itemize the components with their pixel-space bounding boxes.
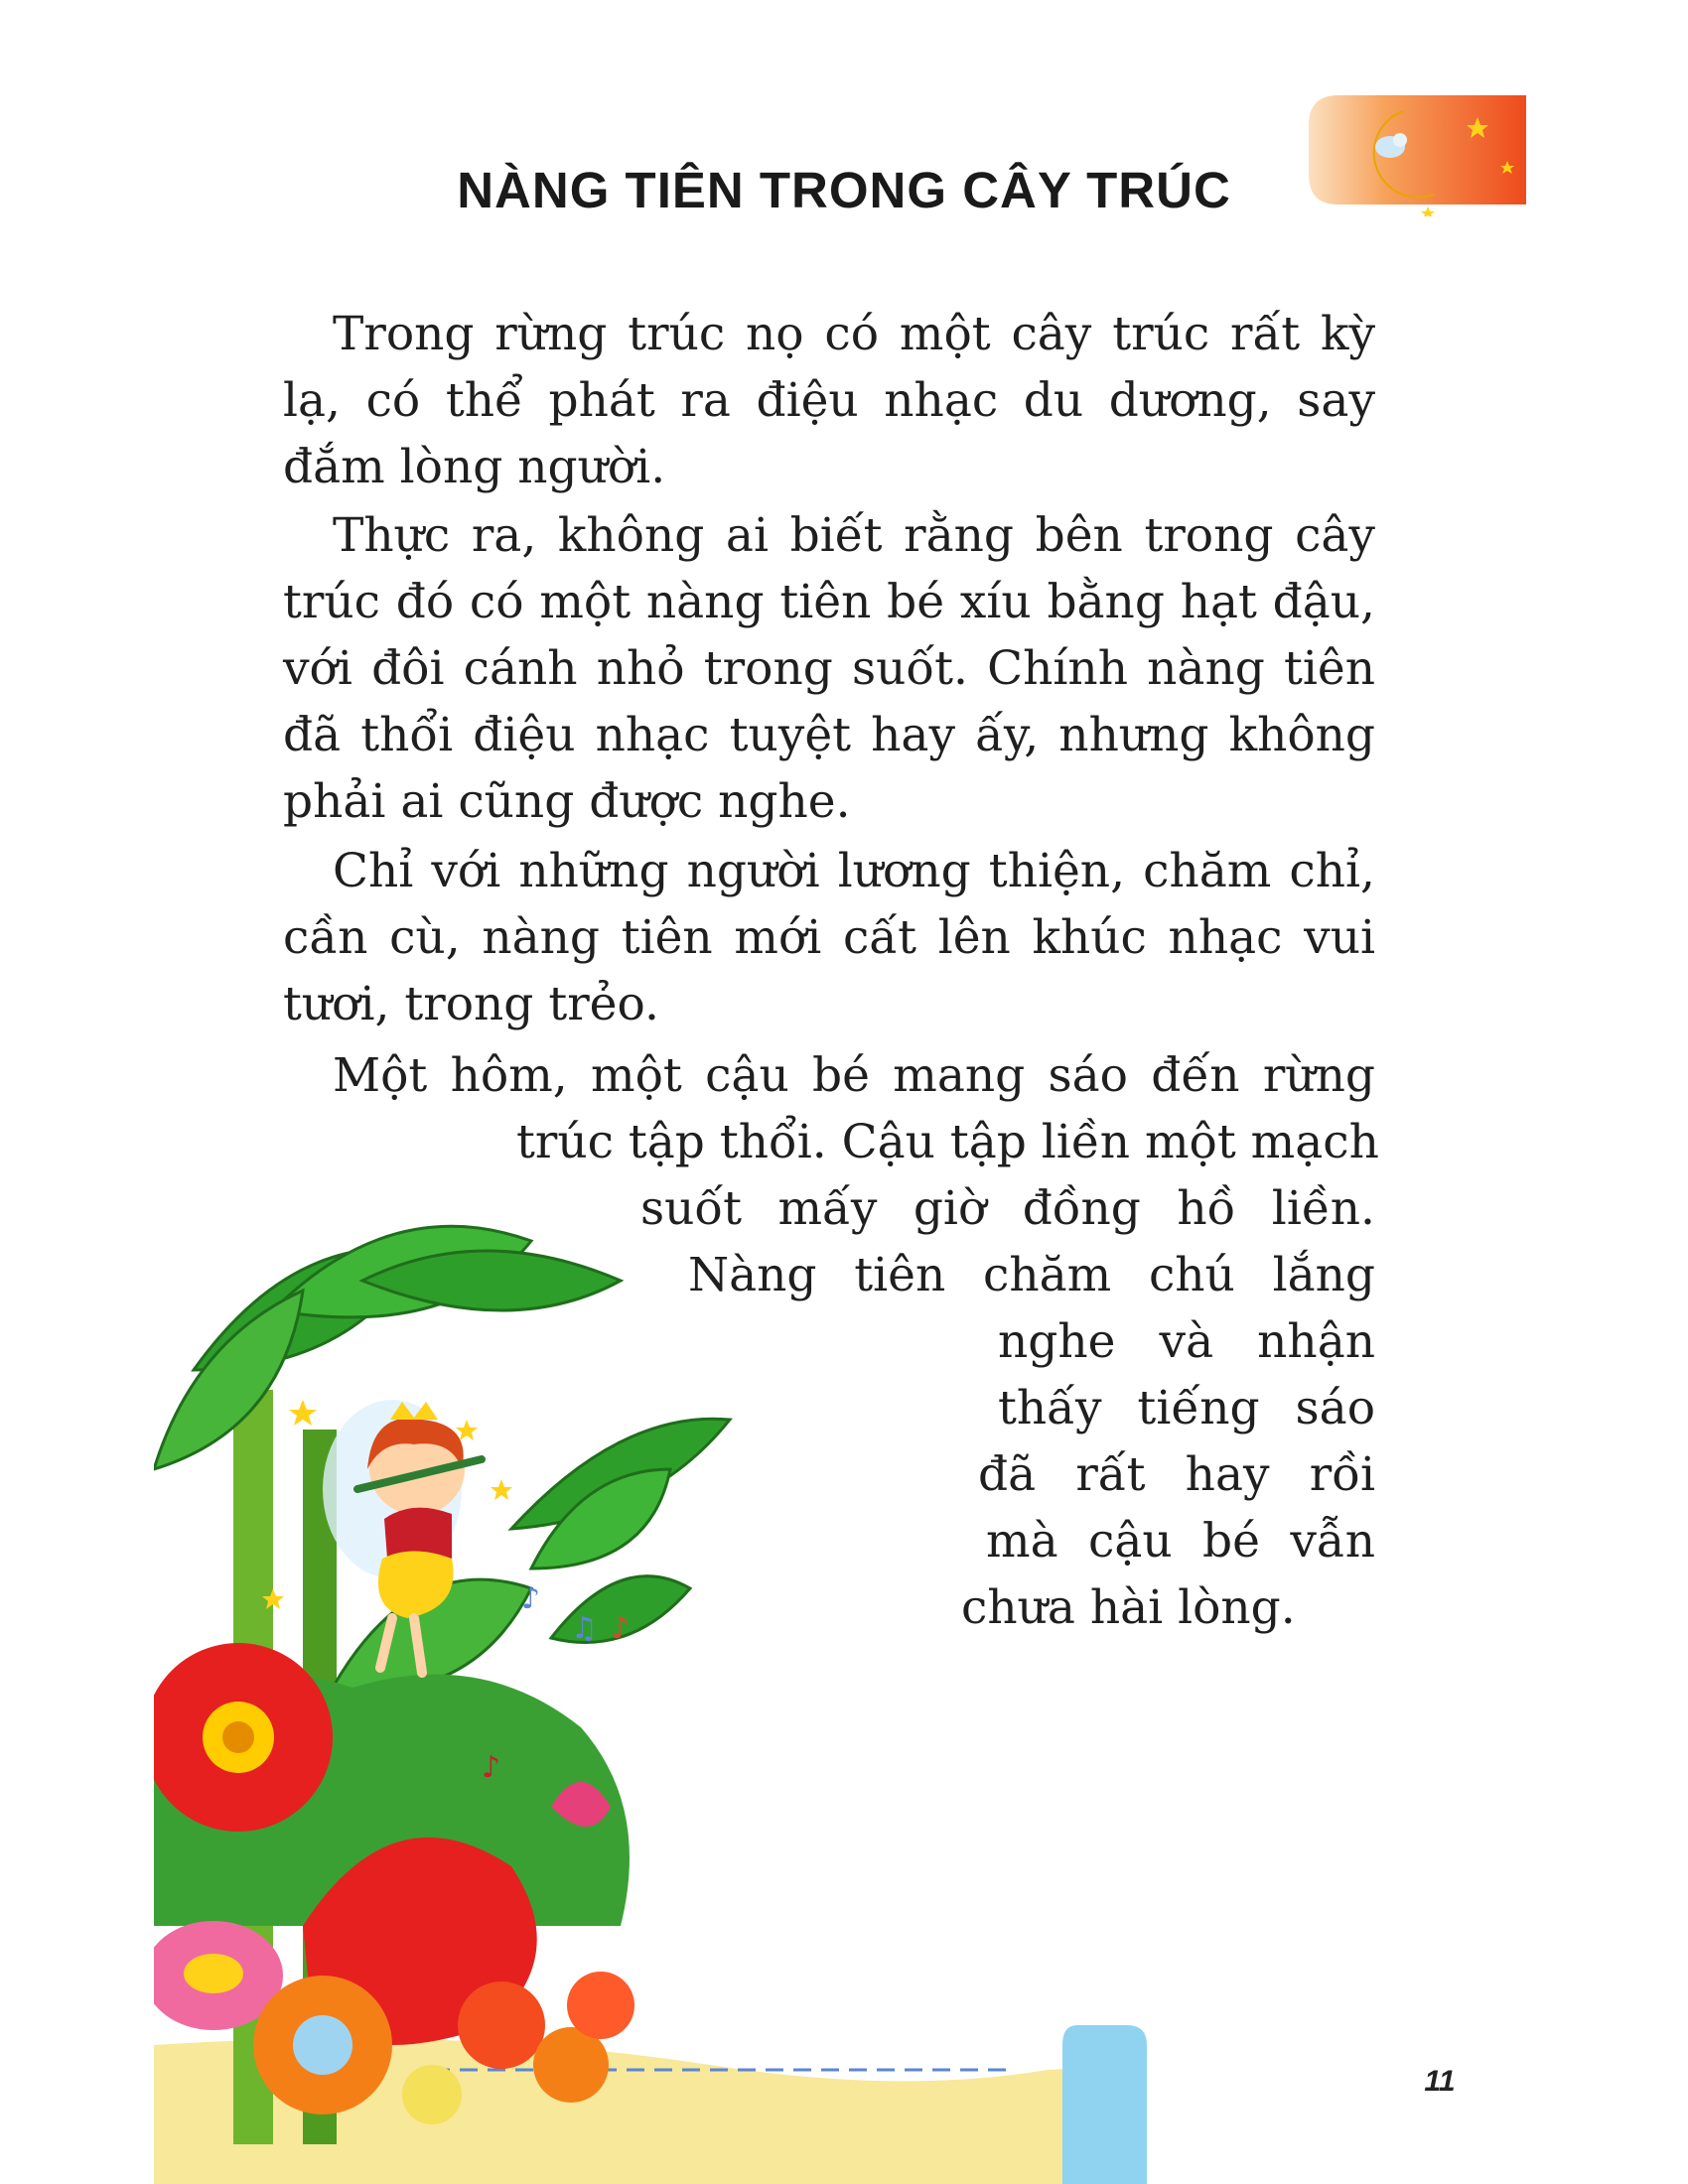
- text-line: cần cù, nàng tiên mới cất lên khúc nhạc vui: [283, 910, 1375, 965]
- svg-text:♪: ♪: [482, 1750, 501, 1785]
- text-line: đã rất hay rồi: [978, 1447, 1375, 1502]
- text-line: lạ, có thể phát ra điệu nhạc du dương, say: [283, 373, 1375, 428]
- svg-text:♪: ♪: [521, 1581, 541, 1616]
- text-line: Trong rừng trúc nọ có một cây trúc rất kỳ: [333, 307, 1375, 361]
- text-line: suốt mấy giờ đồng hồ liền.: [640, 1181, 1375, 1236]
- fairy-illustration: [154, 1171, 1147, 2184]
- text-line: thấy tiếng sáo: [998, 1381, 1375, 1435]
- svg-text:♫: ♫: [571, 1611, 598, 1646]
- text-line: phải ai cũng được nghe.: [283, 774, 851, 829]
- text-line: đã thổi điệu nhạc tuyệt hay ấy, nhưng không: [283, 708, 1375, 762]
- paragraph-3: [283, 838, 1375, 1037]
- text-line: mà cậu bé vẫn: [986, 1514, 1375, 1569]
- story-title: NÀNG TIÊN TRONG CÂY TRÚC: [457, 162, 1231, 218]
- paragraph-1: [283, 301, 1375, 500]
- paragraph-2: [283, 502, 1375, 835]
- text-line: trúc đó có một nàng tiên bé xíu bằng hạt đậu,: [283, 575, 1375, 629]
- text-line: Một hôm, một cậu bé mang sáo đến rừng: [333, 1048, 1375, 1103]
- svg-text:♪: ♪: [611, 1611, 631, 1646]
- text-line: với đôi cánh nhỏ trong suốt. Chính nàng tiên: [283, 641, 1375, 696]
- text-line: Chỉ với những người lương thiện, chăm chỉ,: [333, 844, 1375, 898]
- text-line: đắm lòng người.: [283, 440, 666, 494]
- text-line: chưa hài lòng.: [961, 1580, 1296, 1635]
- text-line: trúc tập thổi. Cậu tập liền một mạch: [516, 1115, 1379, 1169]
- text-line: Nàng tiên chăm chú lắng: [688, 1248, 1375, 1302]
- text-line: tươi, trong trẻo.: [283, 977, 659, 1031]
- page-number: 11: [1424, 2065, 1456, 2098]
- text-line: nghe và nhận: [998, 1314, 1375, 1369]
- text-line: Thực ra, không ai biết rằng bên trong cây: [333, 508, 1375, 563]
